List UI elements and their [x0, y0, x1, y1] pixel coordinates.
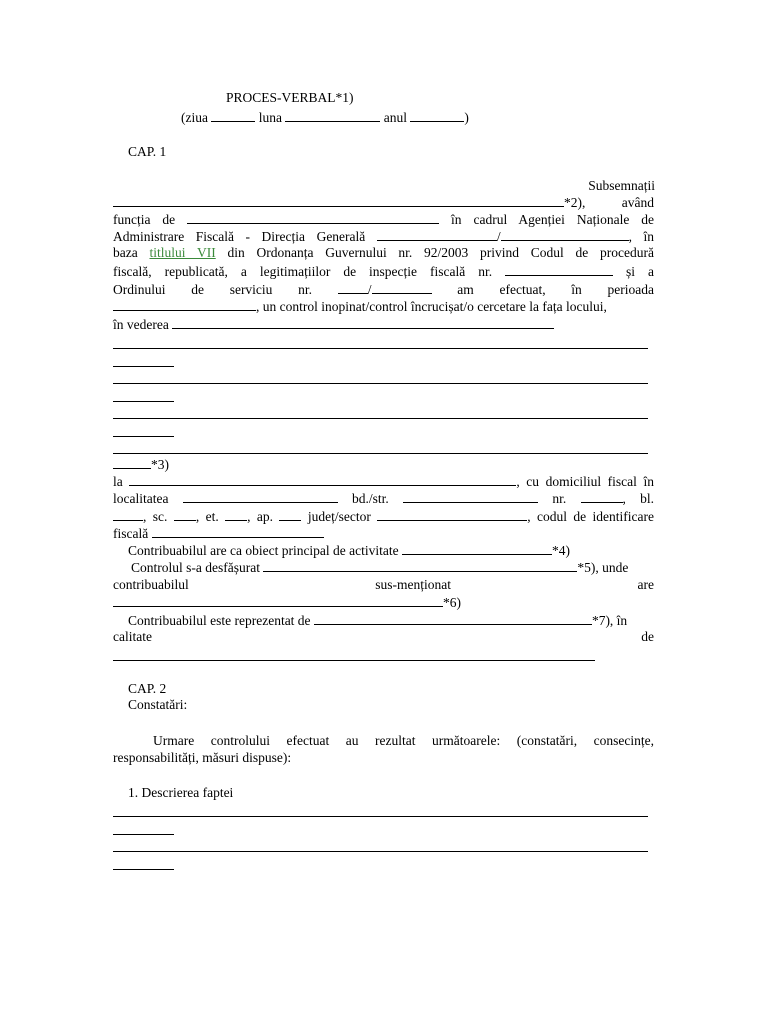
line-obiect: Contribuabilul are ca obiect principal de activitate *4): [128, 543, 571, 558]
blank-line: [113, 453, 648, 454]
line-la: la , cu domiciliul fiscal în: [113, 474, 654, 489]
blank-line: [113, 418, 648, 419]
blank-field: [377, 508, 527, 521]
line-subsemnatii: *2), având: [113, 194, 654, 211]
blank-line: [113, 816, 648, 817]
blank-field: [113, 194, 564, 207]
subsemnatii-label: Subsemnații: [588, 178, 655, 193]
blank-field: [174, 508, 196, 521]
line-ordinului: Ordinului de serviciu nr. / am efectuat, în perioada: [113, 282, 655, 297]
blank-field: [338, 281, 368, 294]
line-administrare: Administrare Fiscală - Direcția Generală / , în: [113, 229, 654, 244]
line-baza: baza titlului VII din Ordonanța Guvernului nr. 92/2003 privind Codul de procedură: [113, 245, 654, 260]
blank-field: [183, 490, 338, 503]
blank-line: [113, 348, 648, 349]
blank-line: [113, 660, 595, 661]
blank-field: [314, 612, 592, 625]
line-fiscala-id: fiscală: [113, 525, 324, 542]
blank-field: [113, 298, 256, 311]
descrierea-faptei-label: 1. Descrierea faptei: [128, 785, 234, 800]
blank-field: [505, 263, 613, 276]
blank-field: [501, 228, 629, 241]
blank-field: [152, 525, 324, 538]
line-calitate: calitate de: [113, 629, 654, 644]
blank-field: [403, 490, 538, 503]
blank-line: [113, 851, 648, 852]
blank-field: [377, 228, 497, 241]
line-localitatea: localitatea bd./str. nr. , bl.: [113, 491, 655, 506]
date-line: (ziua luna anul ): [181, 110, 469, 125]
line-fiscala: fiscală, republicată, a legitimațiilor de inspecție fiscală nr. și a: [113, 264, 655, 279]
blank-field: [263, 559, 577, 572]
blank-field: [113, 594, 443, 607]
blank-field: [279, 508, 301, 521]
line-in-vederea: în vederea: [113, 316, 554, 333]
document-title: PROCES-VERBAL*1): [226, 90, 354, 105]
blank-field: [187, 211, 439, 224]
line-ref3: *3): [113, 456, 169, 473]
blank-line: [113, 436, 174, 437]
line-sc: , sc. , et. , ap. județ/sector , codul de identificare: [113, 508, 654, 525]
blank-field: [113, 508, 143, 521]
line-control: , un control inopinat/control încrucișat/o cercetare la fața locului,: [113, 298, 654, 315]
line-desfasurat: Controlul s-a desfășurat *5), unde: [131, 560, 629, 575]
blank-field: [581, 490, 623, 503]
constatari-label: Constatări:: [128, 697, 188, 712]
line-contribuabilul: contribuabilul sus-menționat are: [113, 577, 654, 592]
blank-field: [225, 508, 247, 521]
blank-field: [172, 316, 554, 329]
line-responsabilitati: responsabilități, măsuri dispuse):: [113, 750, 292, 765]
blank-field: [372, 281, 432, 294]
line-functia: funcția de în cadrul Agenției Naționale de: [113, 212, 654, 227]
blank-line: [113, 834, 174, 835]
line-ref6: *6): [113, 594, 461, 611]
blank-line: [113, 401, 174, 402]
line-urmare: Urmare controlului efectuat au rezultat următoarele: (constatări, consecințe,: [153, 733, 654, 748]
blank-field: [402, 542, 552, 555]
blank-line: [113, 366, 174, 367]
cap2-heading: CAP. 2: [128, 681, 167, 696]
line-reprezentat: Contribuabilul este reprezentat de *7), în: [128, 613, 628, 628]
blank-field: [113, 456, 151, 469]
blank-line: [113, 383, 648, 384]
blank-field: [129, 473, 516, 486]
cap1-heading: CAP. 1: [128, 144, 167, 159]
titlul-vii-link[interactable]: titlului VII: [149, 245, 216, 260]
blank-line: [113, 869, 174, 870]
